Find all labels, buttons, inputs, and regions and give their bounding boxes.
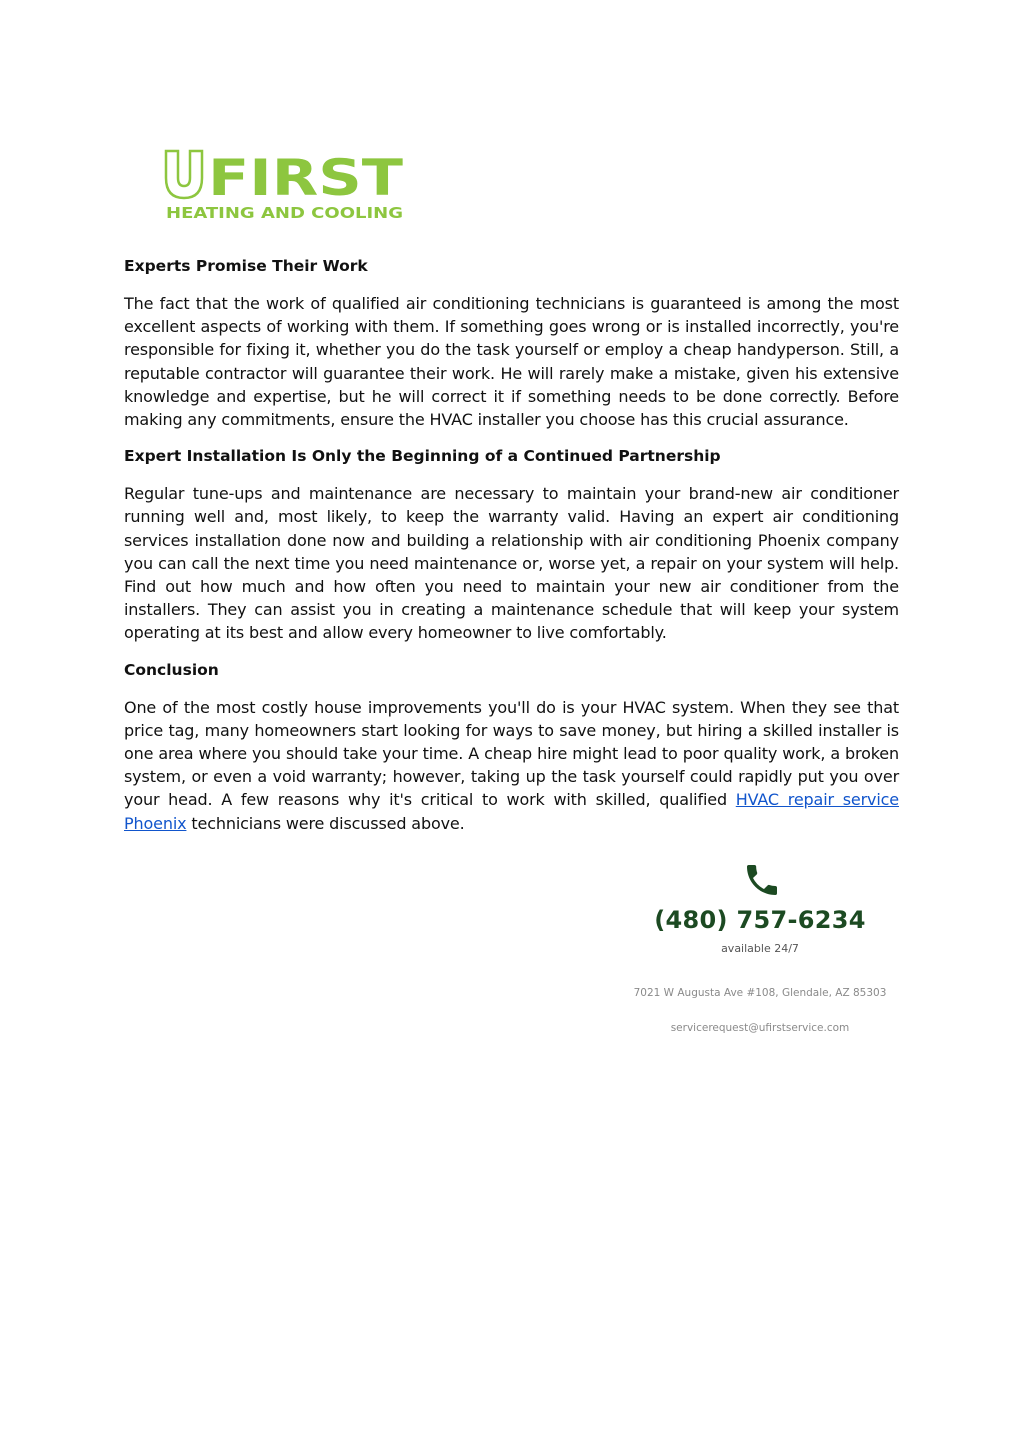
conclusion-heading: Conclusion xyxy=(124,660,219,679)
section-paragraph: Regular tune-ups and maintenance are necessary to maintain your brand-new air conditioner running well and, most likely, to keep the warranty valid. Having an expert air conditioning services installation done now and building a relationship with air conditioning Phoenix company you can call the next time you need maintenance or, worse yet, a repair on your system will help. Find out how much and how often you need to maintain your new air conditioner from the installers. They can assist you in creating a maintenance schedule that will keep your system operating at its best and allow every homeowner to live comfortably. xyxy=(124,484,899,643)
hvac-repair-link[interactable]: HVAC repair service Phoenix xyxy=(124,790,899,833)
logo-u-shape xyxy=(166,151,202,198)
email-address[interactable]: servicerequest@ufirstservice.com xyxy=(670,1022,850,1034)
logo-tagline: HEATING AND COOLING xyxy=(166,204,403,222)
section-heading: Experts Promise Their Work xyxy=(124,257,368,275)
conclusion-text-after-link: technicians were discussed above. xyxy=(186,813,465,833)
phone-icon xyxy=(742,860,782,900)
address-text: 7021 W Augusta Ave #108, Glendale, AZ 85303 xyxy=(633,987,887,999)
company-logo xyxy=(164,148,406,224)
logo-graphic xyxy=(164,148,406,224)
conclusion-text-before-link: One of the most costly house improvements you'll do is your HVAC system. When they see that price tag, many homeowners start looking for ways to save money, but hiring a skilled installer is one area where you should take your time. A cheap hire might lead to poor quality work, a broken system, or even a void warranty; however, taking up the task yourself could rapidly put you over your head. A few reasons why it's critical to work with skilled, qualified xyxy=(124,697,899,810)
logo-first-text: FIRST xyxy=(208,149,403,207)
availability-text: available 24/7 xyxy=(721,942,799,955)
article-body xyxy=(124,255,899,849)
phone-number[interactable]: (480) 757-6234 xyxy=(654,906,866,934)
conclusion-paragraph xyxy=(124,696,899,835)
section-paragraph: The fact that the work of qualified air conditioning technicians is guaranteed is among the most excellent aspects of working with them. If something goes wrong or is installed incorrectly, you're responsible for fixing it, whether you do the task yourself or employ a cheap handyperson. Still, a reputable contractor will guarantee their work. He will rarely make a mistake, given his extensive knowledge and expertise, but he will correct it if something needs to be done correctly. Before making any commitments, ensure the HVAC installer you choose has this crucial assurance. xyxy=(124,294,899,430)
section-heading: Expert Installation Is Only the Beginning of a Continued Partnership xyxy=(124,447,721,466)
